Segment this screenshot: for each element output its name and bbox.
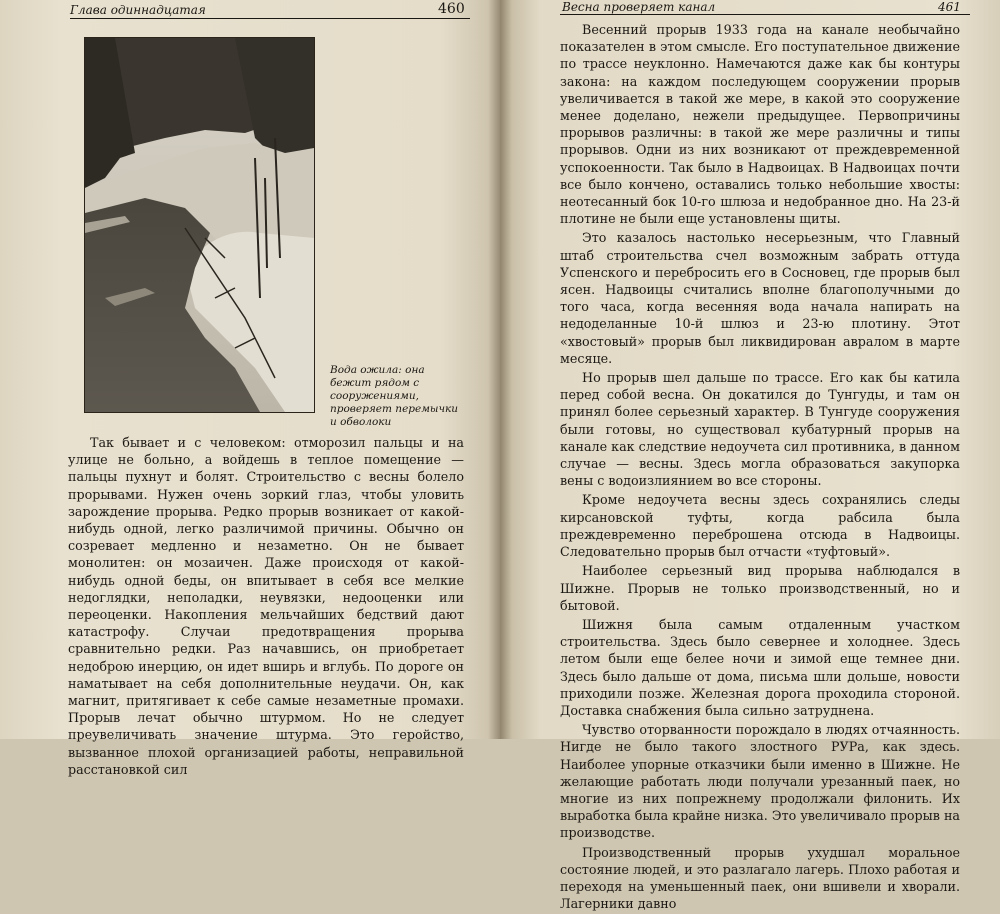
book-gutter <box>488 0 512 739</box>
paragraph: Чувство оторванности порождало в людях отчаянность. Нигде не было такого злостного РУРа, как здесь. Наиболее упорные отказчики были именно в Шижне. Не желающие работать люди получали урезанный паек, но многие из них попрежнему продолжали филонить. Их выработка была крайне низка. Это увеличивало прорыв на производстве. <box>560 722 960 841</box>
river-photo <box>84 37 315 413</box>
header-rule <box>560 14 970 15</box>
paragraph: Производственный прорыв ухудшал моральное состояние людей, и это разлагало лагерь. Плохо работая и переходя на уменьшенный паек, они вшивели и хворали. Лагерники давно <box>560 844 960 912</box>
left-running-header <box>0 0 500 20</box>
page-number-right: 461 <box>938 0 961 14</box>
header-rule <box>70 18 470 19</box>
paragraph: Кроме недоучета весны здесь сохранялись следы кирсановской туфты, когда рабсила была преждевременно переброшена отсюда в Надвоицы. Следовательно прорыв был отчасти «туфтовый». <box>560 492 960 560</box>
running-head-section: Весна проверяет канал <box>562 0 716 14</box>
right-running-header <box>500 0 1000 20</box>
paragraph: Это казалось настолько несерьезным, что Главный штаб строительства счел возможным забрать оттуда Успенского и перебросить его в Сосновец, где прорыв был ясен. Надвоицы считались вполне благополучными до того часа, когда весенняя вода начала напирать на недоделанные 10-й шлюз и 23-ю плотину. Этот «хвостовый» прорыв был ликвидирован авралом в марте месяце. <box>560 230 960 366</box>
left-page <box>0 0 500 777</box>
river-photo-image <box>85 38 314 412</box>
photo-caption: Вода ожила: она бежит рядом с сооружениями, проверяет перемычки и обволоки <box>330 364 459 428</box>
right-page <box>500 0 1000 912</box>
paragraph: Весенний прорыв 1933 года на канале необычайно показателен в этом смысле. Его поступательное движение по трассе неуклонно. Намечаются даже как бы контуры закона: на каждом последующем сооружении прорыв увеличивается в такой же мере, в какой это сооружение менее доделано, нежели предыдущее. Первопричины прорывов различны: в такой же мере различны и типы прорывов. Одни из них возникают от преждевременной успокоенности. Так было в Надвоицах. В Надвоицах почти все было кончено, оставались только небольшие хвосты: неотесанный бок 10-го шлюза и недобранное дно. На 23-й плотине не были еще установлены щиты. <box>560 22 960 227</box>
running-head-chapter: Глава одиннадцатая <box>70 3 206 17</box>
paragraph: Наиболее серьезный вид прорыва наблюдался в Шижне. Прорыв не только производственный, но и бытовой. <box>560 563 960 613</box>
page-number-left: 460 <box>438 1 465 17</box>
left-text-column <box>68 434 464 778</box>
paragraph: Шижня была самым отдаленным участком строительства. Здесь было севернее и холоднее. Здесь летом были еще белее ночи и зимой еще темнее дни. Здесь было дальше от дома, письма шли дольше, новости приходили позже. Железная дорога проходила стороной. Доставка снабжения была сильно затруднена. <box>560 616 960 718</box>
paragraph: Но прорыв шел дальше по трассе. Его как бы катила перед собой весна. Он докатился до Тунгуды, и там он принял более серьезный характер. В Тунгуде сооружения были готовы, но существовал кубатурный прорыв на канале как следствие недоучета сил противника, в данном случае — весны. Здесь могла образоваться закупорка вены с водоизлиянием во все стороны. <box>560 370 960 489</box>
right-text-column <box>560 21 960 914</box>
paragraph: Так бывает и с человеком: отморозил пальцы и на улице не больно, а войдешь в теплое помещение — пальцы пухнут и болят. Строительство с весны болело прорывами. Нужен очень зоркий глаз, чтобы уловить зарождение прорыва. Редко прорыв возникает от какой-нибудь одной, легко различимой причины. Обычно он созревает медленно и незаметно. Он не бывает монолитен: он мозаичен. Даже происходя от какой-нибудь одной беды, он впитывает в себя все мелкие недоглядки, неполадки, неувязки, недооценки или переоценки. Накопления мельчайших бедствий дают катастрофу. Случаи предотвращения прорыва сравнительно редки. Раз начавшись, он приобретает недоброю инерцию, он идет вширь и вглубь. По дороге он наматывает на себя дополнительные неудачи. Он, как магнит, притягивает к себе самые незаметные промахи. Прорыв лечат обычно штурмом. Но не следует преувеличивать значение штурма. Это геройство, вызванное плохой организацией работы, неправильной расстановкой сил <box>68 435 464 777</box>
